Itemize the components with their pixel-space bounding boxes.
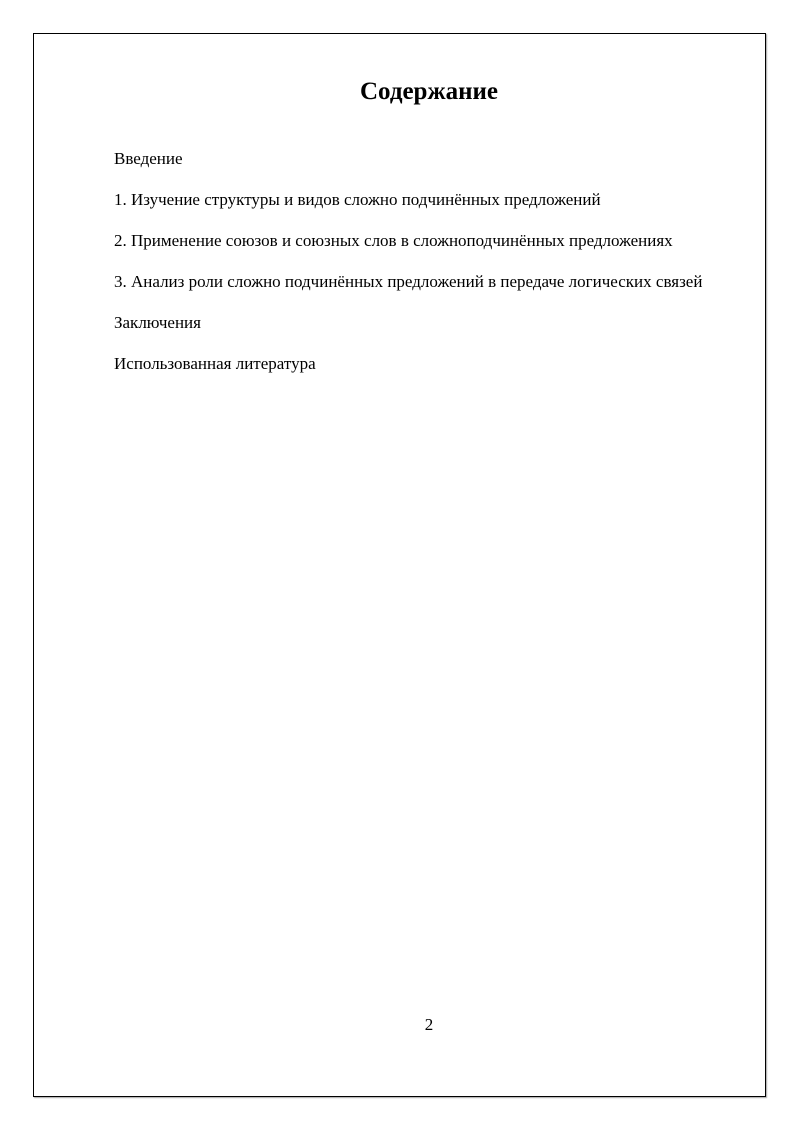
toc-item-conclusion: Заключения	[114, 313, 201, 332]
toc-item-chapter-2: 2. Применение союзов и союзных слов в сложноподчинённых предложениях	[114, 231, 673, 250]
toc-item-introduction: Введение	[114, 149, 183, 168]
page-number: 2	[424, 1015, 434, 1034]
toc-item-chapter-1: 1. Изучение структуры и видов сложно подчинённых предложений	[114, 190, 601, 209]
page-title: Содержание	[359, 78, 498, 105]
toc-item-references: Использованная литература	[114, 354, 316, 373]
toc-item-chapter-3: 3. Анализ роли сложно подчинённых предложений в передаче логических связей	[114, 272, 703, 291]
table-of-contents	[114, 145, 742, 391]
